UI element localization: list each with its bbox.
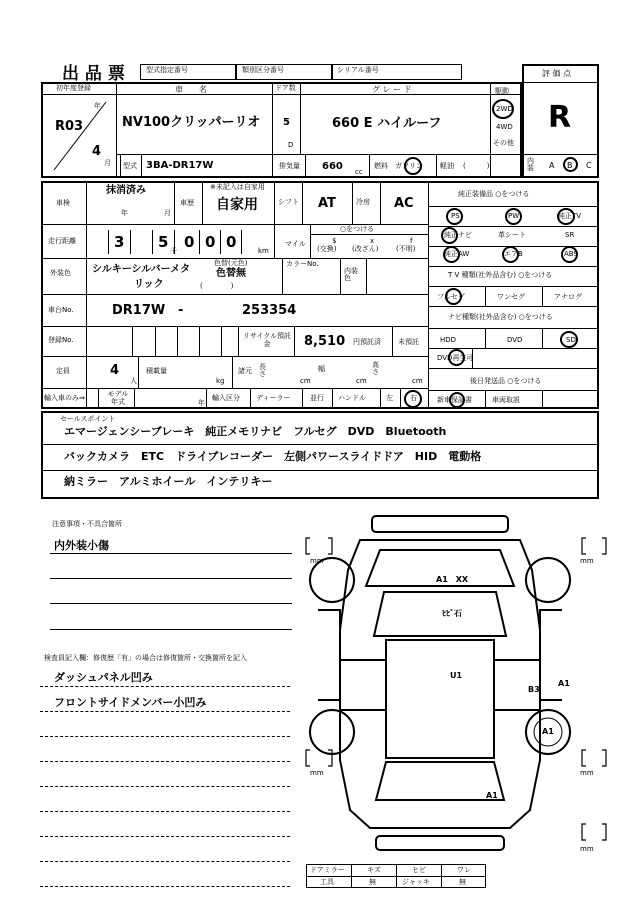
kojitsu-warranty: 新車保証書	[437, 396, 472, 404]
model-label: モデル年式	[107, 390, 129, 406]
serial-label: シリアル番号	[337, 66, 379, 74]
equip-airbag-circle	[502, 246, 519, 263]
soko-digit-3: 0	[184, 233, 195, 251]
tv-fullseg-circle	[445, 288, 462, 305]
door-value: 5	[283, 117, 290, 128]
navi-hdd: HDD	[440, 336, 457, 344]
handle-label: ハンドル	[338, 394, 366, 402]
mm-label-rear-right: mm	[580, 769, 594, 777]
door-label: ドア数	[275, 84, 296, 92]
tv-analog: アナログ	[554, 293, 582, 301]
naiso-a: A	[549, 161, 555, 170]
grade-value: 660 E ハイルーフ	[332, 116, 442, 131]
navi-dvd-play-circle	[448, 349, 465, 366]
nenryo-value: ガソリン	[395, 162, 423, 170]
shadai-value2: 253354	[242, 303, 297, 318]
shift-value: AT	[318, 196, 336, 211]
heiko-label: 並行	[310, 394, 324, 402]
equip-tv-circle	[557, 208, 575, 225]
sales-line3: 納ミラー アルミホイール インテリキー	[64, 475, 273, 488]
katashiki-shitei-label: 型式指定番号	[146, 66, 188, 74]
hidari-label: 左	[386, 394, 393, 402]
kojitsu-warranty-circle	[449, 392, 465, 408]
haiki-label: 排気量	[279, 162, 300, 170]
gaiso-label: 外装色	[50, 269, 71, 277]
equip-tv: 純正TV	[558, 212, 582, 220]
iro-label: 色替(元色)	[214, 259, 248, 267]
navi-dvd-play: DVD再生可	[437, 354, 474, 362]
nenryo-circle	[404, 157, 422, 175]
taka-label: 高さ	[372, 361, 379, 376]
junsei-title: 純正装備品 ○をつける	[458, 190, 530, 198]
recycle-label: リサイクル預託金	[242, 332, 292, 348]
keiyu-paren: ( )	[463, 162, 490, 170]
haiki-value: 660	[322, 161, 343, 172]
door-sub: D	[288, 141, 294, 149]
kudo-other: その他	[493, 139, 514, 147]
mm-label-front-right: mm	[580, 557, 594, 565]
fumei-label: (不明)	[396, 245, 416, 253]
shadai-value1: DR17W	[112, 303, 166, 318]
mile-label: マイル	[285, 240, 306, 248]
reibou-label: 冷房	[356, 198, 370, 206]
haiki-unit: cc	[355, 168, 363, 176]
taka-cm: cm	[412, 377, 423, 385]
naiso-b-circle	[563, 157, 578, 172]
teiin-value: 4	[110, 363, 120, 378]
shodo-year-value: R03	[55, 119, 84, 134]
toroku-label: 登録No.	[48, 336, 74, 344]
keiyu-label: 軽油	[440, 162, 454, 170]
gaiso-value1: シルキーシルバーメタ	[92, 264, 191, 275]
footer-v-nashi1: 無	[369, 878, 376, 886]
shareki-value: 自家用	[216, 197, 258, 213]
equip-aw: 純正AW	[444, 250, 470, 258]
km-label: km	[258, 247, 269, 255]
kojitsu-title: 後日発送品 ○をつける	[470, 377, 542, 385]
navi-sd-circle	[560, 331, 578, 348]
equip-airbag: エアB	[504, 250, 523, 258]
shareki-note: ※未記入は自家用	[210, 183, 265, 191]
sales-line2: バックカメラ ETC ドライブレコーダー 左側パワースライドドア HID 電動格	[64, 450, 482, 463]
dealer-label: ディーラー	[256, 394, 291, 402]
soko-digit-2: 5	[158, 233, 169, 251]
yunyu-label: 輸入車のみ⇒	[44, 394, 85, 402]
sekisai-kg: kg	[216, 377, 225, 385]
reibou-value: AC	[394, 196, 414, 211]
migi-circle	[404, 390, 422, 408]
footer-h-mirror: ドアミラー	[310, 866, 345, 874]
naiso-iro-label: 内装色	[344, 267, 358, 282]
shift-label: シフト	[278, 198, 299, 206]
mark-a1-right: A1	[558, 679, 570, 688]
naiso-label: 内装	[527, 157, 534, 172]
mm-label-bottom: mm	[580, 845, 594, 853]
haba-cm: cm	[356, 377, 367, 385]
footer-v-nashi2: 無	[459, 878, 466, 886]
shodo-label: 初年度登録	[56, 84, 91, 92]
gaiso-value2: リック	[134, 279, 164, 290]
fumei-mark: f	[410, 237, 413, 245]
shodo-year-label: 年	[94, 102, 101, 110]
mark-a1-xx: A1 XX	[436, 575, 469, 584]
shamei-value: NV100クリッパーリオ	[122, 115, 261, 130]
naga-label: 長さ	[259, 363, 266, 378]
color-no-label: カラーNo.	[286, 260, 319, 268]
kudo-2wd: 2WD	[496, 105, 513, 113]
equip-pw-circle	[505, 208, 522, 225]
maru-label: ○をつける	[340, 225, 375, 233]
teiin-unit: 人	[130, 377, 137, 385]
shaken-label: 車検	[56, 199, 70, 207]
equip-navi: 純正ナビ	[444, 231, 472, 239]
tv-title: T V 種類(社外品含む) ○をつける	[448, 271, 553, 279]
mm-label-front-left: mm	[310, 557, 324, 565]
iro-value: 色替無	[216, 268, 246, 279]
tv-fullseg: フルセグ	[437, 293, 465, 301]
equip-abs: ABS	[564, 250, 578, 258]
shareki-label: 車歴	[180, 199, 194, 207]
sekisai-label: 積載量	[146, 367, 167, 375]
shaken-month: 月	[164, 209, 171, 217]
inspector-label: 検査員記入欄：修復歴「有」の場合は修復箇所・交換箇所を記入	[44, 654, 247, 662]
mark-a1-bottom: A1	[486, 791, 498, 800]
notes-line1: 内外装小傷	[54, 539, 109, 552]
kokan-mark: $	[332, 237, 337, 245]
mark-b3: B3	[528, 685, 540, 694]
recycle-value: 8,510	[304, 334, 346, 349]
nenryo-label: 燃料	[374, 162, 388, 170]
equip-ps-circle	[446, 208, 463, 225]
katashiki-value: 3BA-DR17W	[146, 160, 214, 171]
teiin-label: 定員	[56, 367, 70, 375]
recycle-yotaku: 円預託済	[353, 338, 381, 346]
sen-label: 千	[170, 247, 177, 255]
migi-label: 右	[410, 394, 417, 402]
kaizan-mark: x	[370, 237, 375, 245]
shadai-dash: -	[178, 303, 184, 318]
equip-navi-circle	[441, 227, 458, 244]
shodo-month-label: 月	[104, 159, 111, 167]
kojitsu-manual: 車両取説	[492, 396, 520, 404]
equip-abs-circle	[561, 246, 578, 263]
equip-ps: PS	[451, 212, 460, 220]
shadai-label: 車台No.	[48, 306, 74, 314]
mark-hibi: ﾋﾋﾞ石	[442, 609, 462, 618]
equip-aw-circle	[443, 246, 460, 263]
form-title: 出 品 票	[62, 64, 125, 84]
soko-digit-5: 0	[226, 233, 237, 251]
tv-oneseg: ワンセグ	[497, 293, 525, 301]
shamei-label: 車 名	[175, 85, 207, 94]
katashiki-label: 型式	[123, 162, 137, 170]
hyoka-value: R	[548, 100, 572, 135]
recycle-mi: 未預託	[398, 338, 419, 346]
kudo-4wd: 4WD	[496, 123, 513, 131]
model-nen: 年	[198, 399, 205, 407]
ruibetsu-label: 類別区分番号	[242, 66, 284, 74]
footer-h-ware: ワレ	[457, 866, 471, 874]
naiso-b: B	[567, 161, 573, 170]
inspector-line2: フロントサイドメンバー小凹み	[54, 696, 207, 709]
footer-v-jack: ジャッキ	[402, 878, 430, 886]
navi-title: ナビ種類(社外品含む) ○をつける	[448, 313, 553, 321]
mm-label-rear-left: mm	[310, 769, 324, 777]
kudo-label: 駆動	[495, 87, 509, 95]
shoen-label: 諸元	[238, 367, 252, 375]
equip-pw: PW	[508, 212, 520, 220]
footer-v-kogu: 工具	[320, 878, 334, 886]
footer-h-hibi: ヒビ	[412, 866, 426, 874]
hyoka-label: 評 価 点	[542, 69, 572, 78]
soko-digit-4: 0	[205, 233, 216, 251]
soko-label: 走行距離	[48, 237, 76, 245]
soko-digit-1: 3	[114, 233, 125, 251]
kaizan-label: (改ざん)	[352, 245, 379, 253]
iro-paren: ( )	[200, 282, 234, 290]
mark-a1-wheel: A1	[542, 727, 554, 736]
kudo-2wd-circle	[492, 99, 514, 119]
equip-sr: SR	[565, 231, 575, 239]
naga-cm: cm	[300, 377, 311, 385]
yunyu-kubun-label: 輸入区分	[212, 394, 240, 402]
kokan-label: (交換)	[317, 245, 337, 253]
equip-leather: 革シート	[498, 231, 526, 239]
mark-u1: U1	[450, 671, 463, 680]
shaken-year: 年	[121, 209, 128, 217]
sales-line1: エマージェンシーブレーキ 純正メモリナビ フルセグ DVD Bluetooth	[64, 425, 447, 438]
footer-h-kizu: キズ	[367, 866, 381, 874]
shaken-value: 抹消済み	[106, 185, 146, 196]
notes-label: 注意事項・不具合箇所	[52, 520, 122, 528]
navi-dvd: DVD	[507, 336, 523, 344]
haba-label: 幅	[318, 365, 325, 373]
naiso-c: C	[586, 161, 592, 170]
shodo-month-value: 4	[92, 144, 102, 159]
grade-label: グ レ ー ド	[372, 85, 412, 94]
inspector-line1: ダッシュパネル凹み	[54, 671, 153, 684]
navi-sd: SD	[566, 336, 576, 344]
sales-label: セールスポイント	[60, 415, 116, 423]
